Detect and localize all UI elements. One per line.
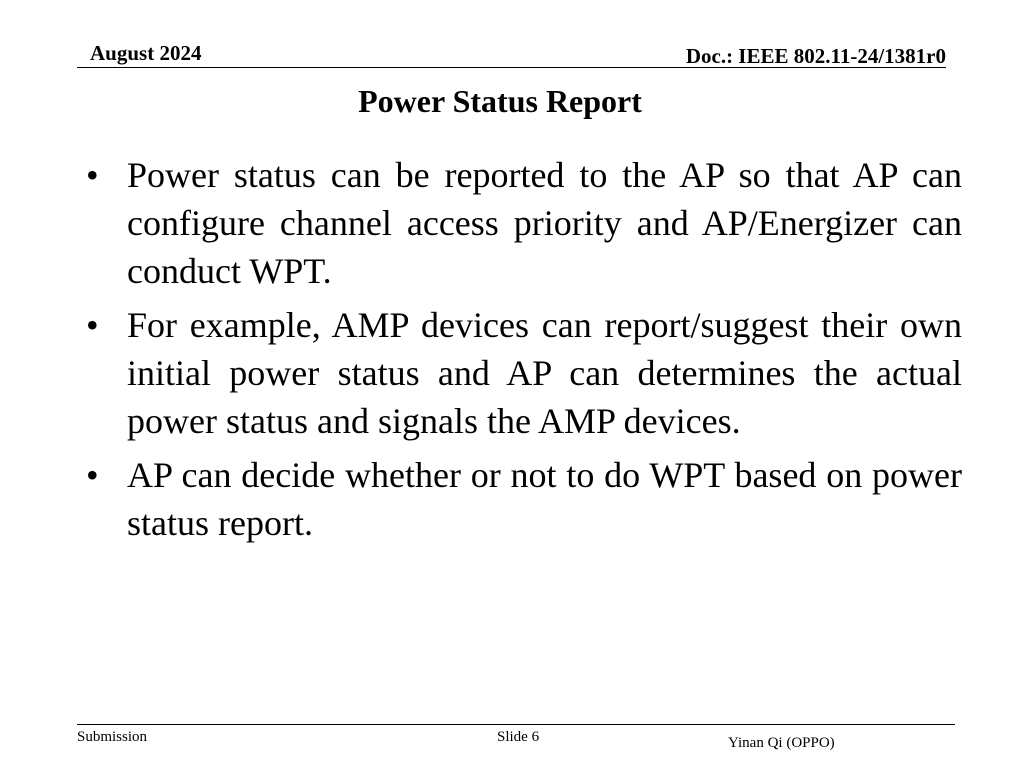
bullet-marker: • bbox=[86, 455, 99, 495]
header-divider bbox=[77, 67, 946, 68]
bullet-item bbox=[86, 451, 962, 547]
bullet-marker: • bbox=[86, 305, 99, 345]
bullet-text: For example, AMP devices can report/suggest their own initial power status and AP can determines the actual power status and signals the AMP devices. bbox=[127, 305, 962, 441]
bullet-text: AP can decide whether or not to do WPT based on power status report. bbox=[127, 455, 962, 543]
header-date: August 2024 bbox=[90, 41, 202, 65]
header-document-id: Doc.: IEEE 802.11-24/1381r0 bbox=[685, 44, 946, 68]
bullet-item bbox=[86, 301, 962, 445]
bullet-text: Power status can be reported to the AP so that AP can configure channel access priority and AP/Energizer can conduct WPT. bbox=[127, 155, 962, 291]
footer-divider bbox=[77, 724, 955, 725]
bullet-item bbox=[86, 151, 962, 295]
footer-slide-number: Slide 6 bbox=[497, 729, 540, 745]
bullet-marker: • bbox=[86, 155, 99, 195]
bullet-list bbox=[86, 151, 962, 553]
slide-title: Power Status Report bbox=[358, 83, 642, 119]
footer-author: Yinan Qi (OPPO) bbox=[728, 735, 835, 751]
footer-submission: Submission bbox=[77, 729, 148, 745]
